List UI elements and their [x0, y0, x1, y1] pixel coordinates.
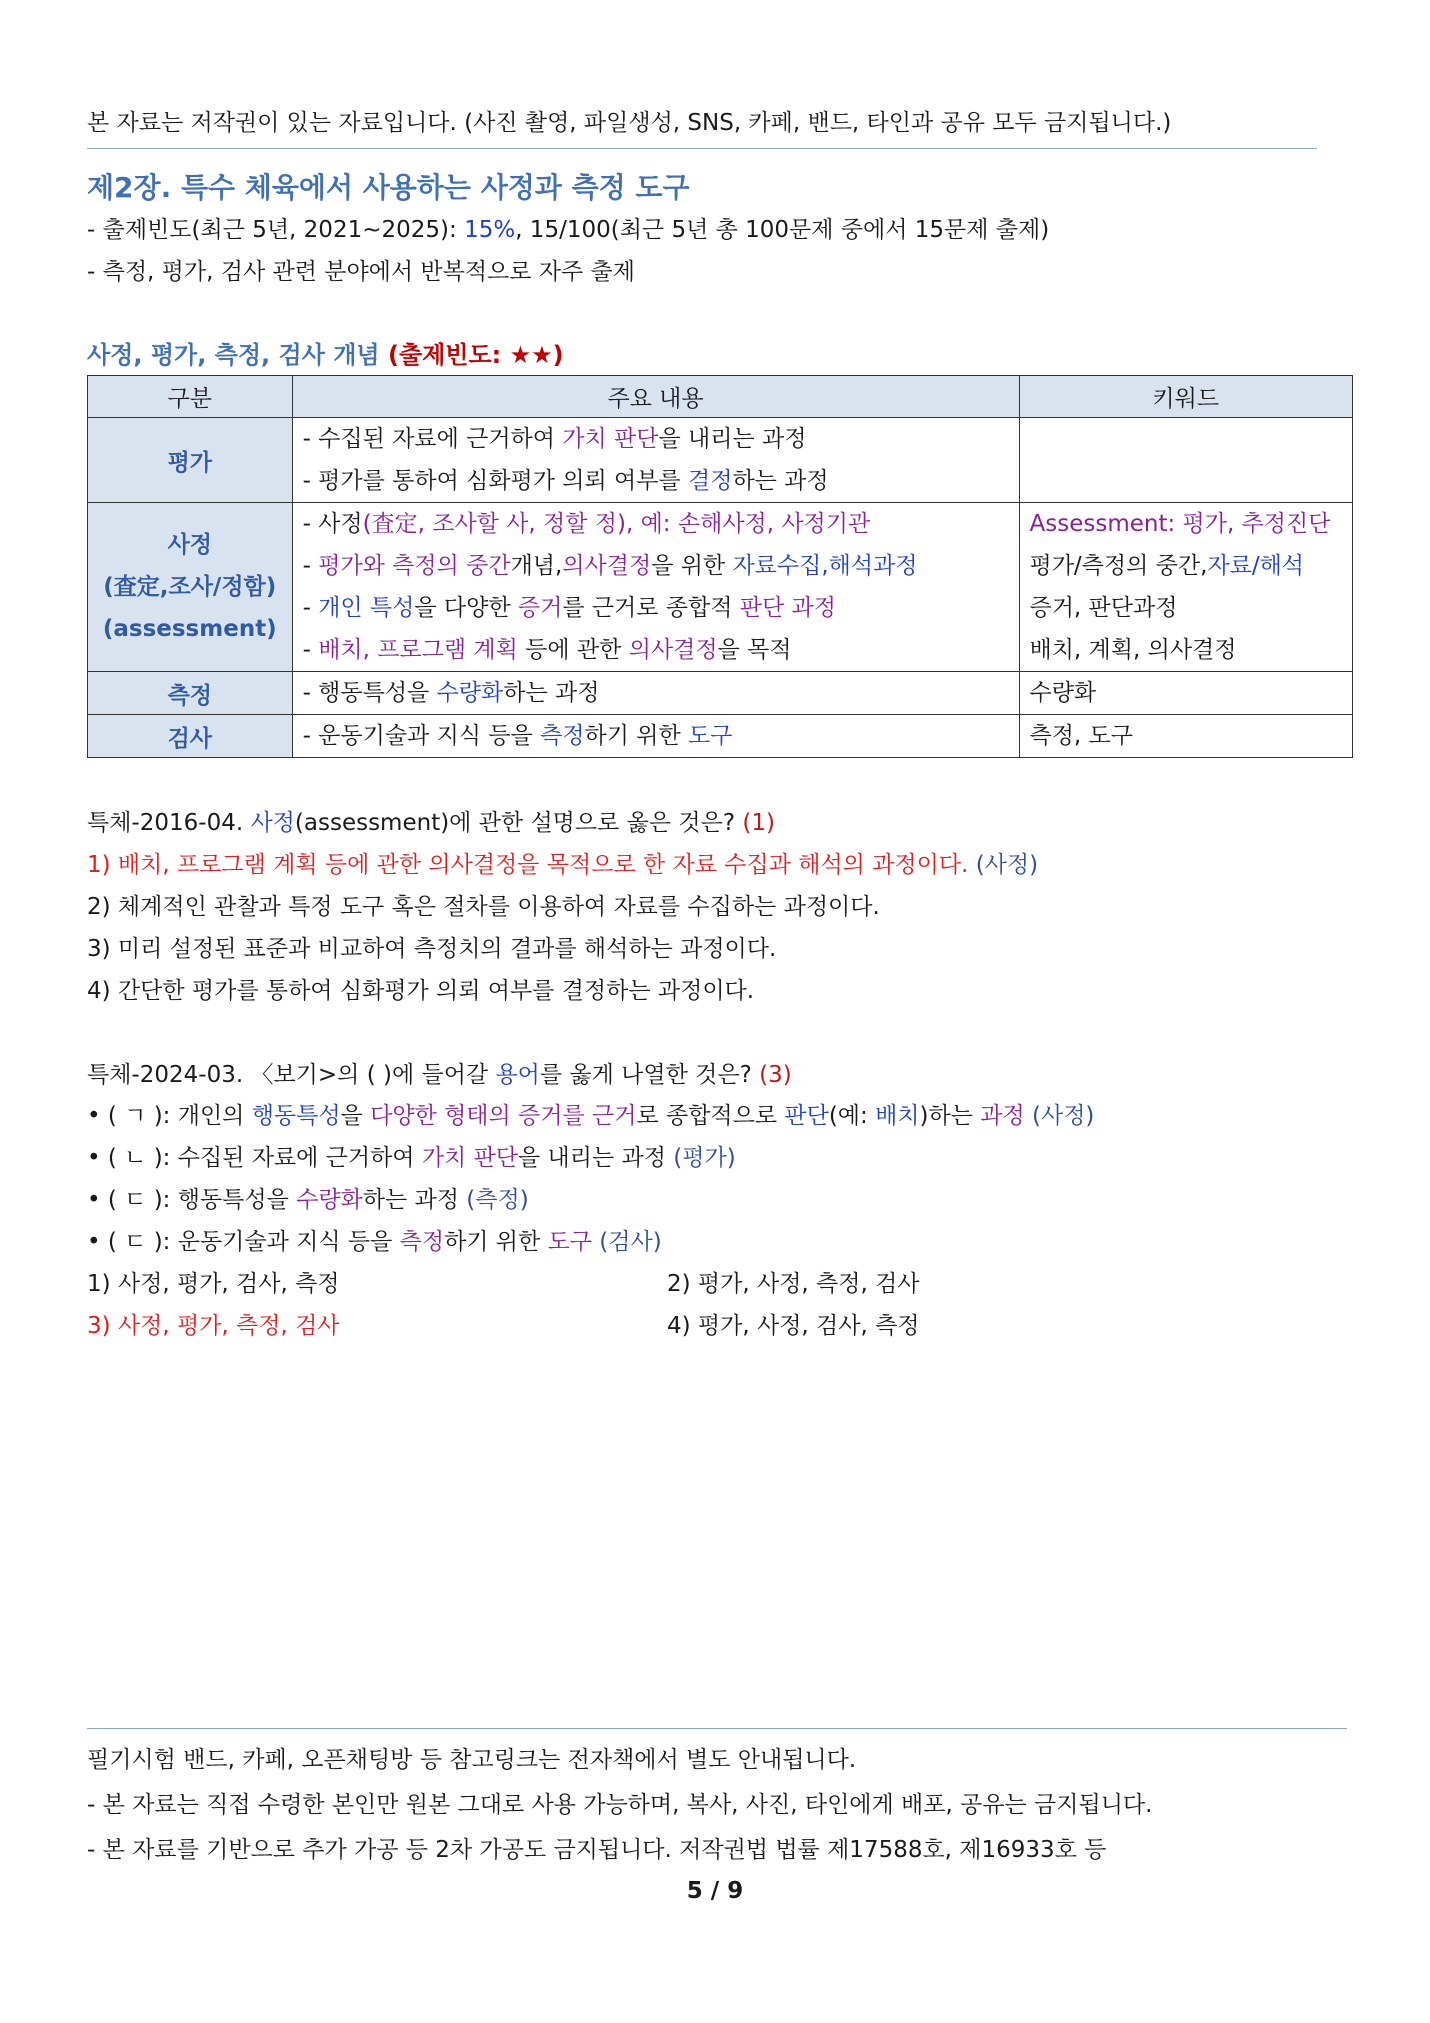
section-title [87, 340, 564, 370]
question2-option-4: 4) 평가, 사정, 검사, 측정 [667, 1313, 920, 1339]
text: 로 종합적으로 [636, 1103, 785, 1129]
keyword-highlight: 과정 [980, 1103, 1025, 1129]
text: 를 옳게 나열한 것은? [539, 1062, 760, 1088]
question2-bullet-1 [87, 1101, 1094, 1131]
chapter-note: - 측정, 평가, 검사 관련 분야에서 반복적으로 자주 출제 [87, 259, 635, 285]
content-line [303, 587, 1009, 629]
keyword-evaluation [1019, 418, 1353, 503]
question2-bullet-2 [87, 1143, 736, 1173]
answer-marker: (3) [759, 1062, 792, 1088]
keyword-highlight: 사정 [250, 810, 295, 836]
keyword-line [1030, 545, 1343, 587]
footer-line-3: - 본 자료를 기반으로 추가 가공 등 2차 가공도 금지됩니다. 저작권법 법률 제17588호, 제16933호 등 [87, 1837, 1107, 1863]
keyword-line [1030, 503, 1343, 545]
chapter-title: 제2장. 특수 체육에서 사용하는 사정과 측정 도구 [87, 171, 690, 204]
freq-prefix: - 출제빈도(최근 5년, 2021~2025): [87, 217, 465, 243]
keyword-line: 증거, 판단과정 [1029, 595, 1178, 621]
concept-table [87, 375, 1353, 758]
keyword-highlight: 평가, 추정진단 [1182, 511, 1331, 537]
content-line [303, 545, 1009, 587]
table-row-measurement [88, 672, 1353, 715]
text: 하기 위한 [444, 1229, 548, 1255]
text: 하기 위한 [584, 723, 689, 749]
text: 을 위한 [651, 553, 733, 579]
text: 를 근거로 종합적 [562, 595, 740, 621]
keyword-highlight: 배치 [875, 1103, 920, 1129]
content-evaluation [292, 418, 1019, 503]
text: • ( ㄱ ): 개인의 [87, 1103, 252, 1129]
text: 특체-2024-03. 〈보기>의 ( )에 들어갈 [87, 1062, 496, 1088]
header-category: 구분 [88, 376, 293, 418]
category-hanja: (査定,조사/정함) [103, 574, 277, 600]
text: - [302, 595, 319, 621]
keyword-measurement [1019, 672, 1353, 715]
text: • ( ㄴ ): 수집된 자료에 근거하여 [87, 1145, 422, 1171]
footer-line-1: 필기시험 밴드, 카페, 오픈채팅방 등 참고링크는 전자책에서 별도 안내됩니다. [87, 1747, 857, 1773]
text: - 운동기술과 지식 등을 [302, 723, 541, 749]
text: - 평가를 통하여 심화평가 의뢰 여부를 [302, 468, 688, 494]
category-test: 검사 [88, 715, 293, 758]
footer-line-2: - 본 자료는 직접 수령한 본인만 원본 그대로 사용 가능하며, 복사, 사진, 타인에게 배포, 공유는 금지됩니다. [87, 1792, 1153, 1818]
category-measurement: 측정 [88, 672, 293, 715]
text: - [302, 553, 319, 579]
content-measurement [292, 672, 1019, 715]
keyword-highlight: 가치 판단 [562, 426, 659, 452]
answer-label: (평가) [673, 1145, 736, 1171]
footer-divider [87, 1728, 1347, 1729]
keyword-highlight: 다양한 형태의 증거를 근거 [370, 1103, 637, 1129]
keyword-highlight: 용어 [495, 1062, 540, 1088]
text: • ( ㄷ ): 행동특성을 [87, 1187, 297, 1213]
question2-option-1: 1) 사정, 평가, 검사, 측정 [87, 1271, 340, 1297]
answer-label: (검사) [592, 1229, 662, 1255]
question1-option-3: 3) 미리 설정된 표준과 비교하여 측정치의 결과를 해석하는 과정이다. [87, 936, 777, 962]
page-number: 5 / 9 [686, 1878, 744, 1904]
keyword-highlight: 자료수집,해석과정 [732, 553, 918, 579]
text: 을 [340, 1103, 371, 1129]
keyword-test [1019, 715, 1353, 758]
answer-label: (측정) [466, 1187, 529, 1213]
header-divider [87, 148, 1317, 149]
question2-option-2: 2) 평가, 사정, 측정, 검사 [667, 1271, 920, 1297]
text: )하는 [919, 1103, 981, 1129]
text: 등에 관한 [517, 637, 629, 663]
text: - [302, 637, 319, 663]
content-test [292, 715, 1019, 758]
content-line [303, 460, 1009, 502]
text: Assessment: [1029, 511, 1183, 537]
keyword-highlight: 수량화 [296, 1187, 363, 1213]
text: 을 내리는 과정 [518, 1145, 674, 1171]
table-header-row [88, 376, 1353, 418]
table-row-assessment [88, 503, 1353, 672]
text: 하는 과정 [732, 468, 829, 494]
header-content: 주요 내용 [292, 376, 1019, 418]
keyword-highlight: 판단 [784, 1103, 829, 1129]
copyright-notice: 본 자료는 저작권이 있는 자료입니다. (사진 촬영, 파일생성, SNS, 카페, 밴드, 타인과 공유 모두 금지됩니다.) [87, 110, 1172, 136]
keyword-highlight: 의사결정 [628, 637, 718, 663]
text: 특체-2016-04. [87, 810, 251, 836]
header-keyword: 키워드 [1019, 376, 1353, 418]
keyword-highlight: 판단 과정 [739, 595, 836, 621]
answer-marker: (1) [742, 810, 775, 836]
text: - 행동특성을 [302, 680, 437, 706]
content-line [303, 503, 1009, 545]
category-evaluation: 평가 [88, 418, 293, 503]
category-english: (assessment) [102, 616, 277, 642]
keyword-highlight: 측정 [540, 723, 585, 749]
keyword-highlight: 자료/해석 [1207, 553, 1305, 579]
content-line [303, 672, 1009, 714]
text: 을 다양한 [414, 595, 518, 621]
keyword-highlight: 가치 판단 [421, 1145, 519, 1171]
keyword-highlight: 개인 특성 [318, 595, 415, 621]
text: 하는 과정 [362, 1187, 467, 1213]
section-frequency: (출제빈도: ★★) [387, 341, 564, 369]
text: (assessment)에 관한 설명으로 옳은 것은? [294, 810, 743, 836]
question2-stem [87, 1060, 792, 1090]
keyword-assessment [1019, 503, 1353, 672]
text: - 수집된 자료에 근거하여 [302, 426, 563, 452]
keyword-highlight: 도구 [547, 1229, 592, 1255]
text: 하는 과정 [503, 680, 600, 706]
text: 평가/측정의 중간, [1029, 553, 1208, 579]
keyword-highlight: 배치, 프로그램 계획 [318, 637, 518, 663]
table-row-evaluation [88, 418, 1353, 503]
freq-suffix: , 15/100(최근 5년 총 100문제 중에서 15문제 출제) [515, 217, 1050, 243]
category-assessment [88, 503, 293, 672]
question2-bullet-3 [87, 1185, 529, 1215]
keyword-line: 배치, 계획, 의사결정 [1029, 637, 1237, 663]
text: • ( ㄷ ): 운동기술과 지식 등을 [87, 1229, 400, 1255]
chapter-frequency [87, 215, 1049, 245]
question1-stem [87, 808, 775, 838]
question2-bullet-4 [87, 1227, 662, 1257]
keyword-highlight: 측정 [399, 1229, 445, 1255]
category-label: 사정 [167, 532, 212, 558]
question1-option-4: 4) 간단한 평가를 통하여 심화평가 의뢰 여부를 결정하는 과정이다. [87, 978, 755, 1004]
text: 1) 배치, 프로그램 계획 등에 관한 의사결정을 목적으로 한 자료 수집과 해석의 과정이다. [87, 852, 976, 878]
table-row-test [88, 715, 1353, 758]
keyword-line: 측정, 도구 [1029, 723, 1133, 749]
keyword-highlight: 평가와 측정의 중간 [318, 553, 511, 579]
freq-percent: 15% [464, 217, 516, 243]
keyword-highlight: 도구 [688, 723, 733, 749]
text: - 사정 [302, 511, 363, 537]
text: 을 목적 [717, 637, 792, 663]
content-line [303, 715, 1009, 757]
section-title-text: 사정, 평가, 측정, 검사 개념 [87, 341, 388, 369]
keyword-highlight: 행동특성 [251, 1103, 341, 1129]
answer-label: (사정) [1024, 1103, 1095, 1129]
keyword-highlight: (査定, 조사할 사, 정할 정), 예: 손해사정, 사정기관 [362, 511, 871, 537]
answer-label: (사정) [975, 852, 1039, 878]
keyword-line: 수량화 [1029, 680, 1097, 706]
text: (예: [828, 1103, 876, 1129]
keyword-highlight: 수량화 [436, 680, 504, 706]
keyword-highlight: 결정 [688, 468, 733, 494]
keyword-highlight: 증거 [517, 595, 563, 621]
content-line [303, 418, 1009, 460]
question1-option-2: 2) 체계적인 관찰과 특정 도구 혹은 절차를 이용하여 자료를 수집하는 과정이다. [87, 894, 880, 920]
text: 개념, [510, 553, 563, 579]
text: 을 내리는 과정 [658, 426, 807, 452]
question1-option-1 [87, 850, 1038, 880]
keyword-highlight: 의사결정 [562, 553, 652, 579]
content-assessment [292, 503, 1019, 672]
question2-option-3: 3) 사정, 평가, 측정, 검사 [87, 1313, 340, 1339]
content-line [303, 629, 1009, 671]
